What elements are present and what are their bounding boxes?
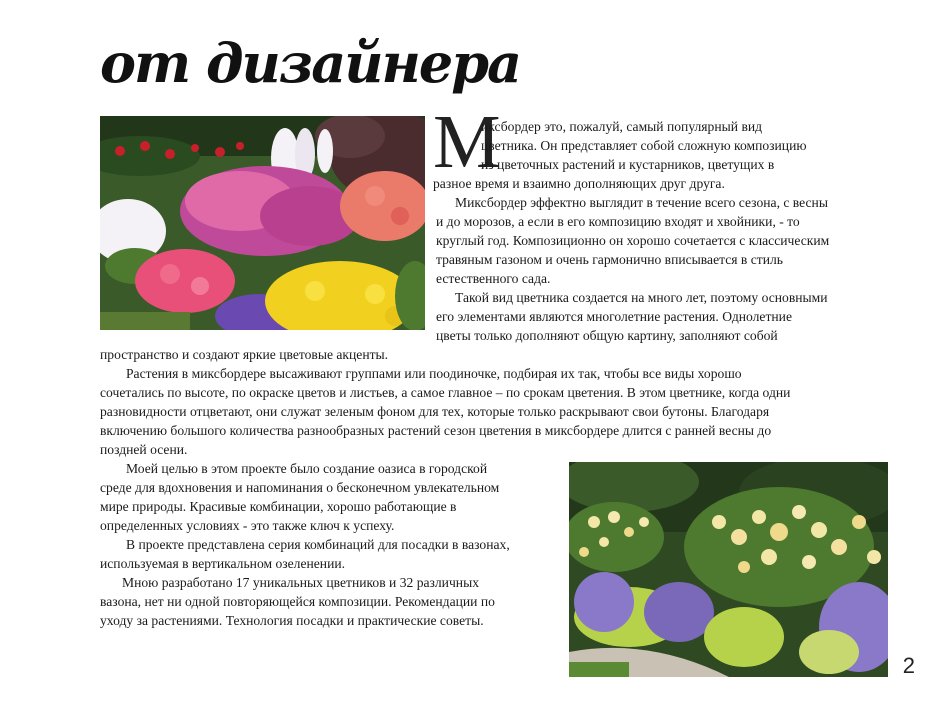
text-line: цветника. Он представляет собой сложную композицию bbox=[481, 138, 807, 153]
text-line: сочетались по высоте, по окраске цветов и листьев, а самое главное – по срокам цветения. В этом цветнике, когда одни bbox=[100, 385, 791, 400]
text-line: Растения в миксбордере высаживают группами или поодиночке, подбирая их так, чтобы все виды хорошо bbox=[126, 366, 742, 381]
text-line: травяным газоном и очень гармонично вписывается в стиль bbox=[436, 252, 783, 267]
text-line: иксбордер это, пожалуй, самый популярный вид bbox=[481, 119, 763, 134]
text-line: используемая в вертикальном озеленении. bbox=[100, 556, 346, 571]
text-line: В проекте представлена серия комбинаций для посадки в вазонах, bbox=[126, 537, 510, 552]
text-line: среде для вдохновения и напоминания о бесконечном увлекательном bbox=[100, 480, 500, 495]
text-line: определенных условиях - это также ключ к успеху. bbox=[100, 518, 395, 533]
text-line: цветы только дополняют общую картину, заполняют собой bbox=[436, 328, 778, 343]
text-line: поздней осени. bbox=[100, 442, 188, 457]
text-line: естественного сада. bbox=[436, 271, 551, 286]
drop-cap: М bbox=[433, 100, 501, 184]
text-line: разновидности отцветают, они служат зеленым фоном для тех, которые только раскрывают свои бутоны. Благодаря bbox=[100, 404, 770, 419]
flower-border-photo bbox=[100, 116, 425, 330]
text-line: его элементами являются многолетние растения. Однолетние bbox=[436, 309, 792, 324]
text-line: Мною разработано 17 уникальных цветников и 32 различных bbox=[122, 575, 479, 590]
text-line: из цветочных растений и кустарников, цветущих в bbox=[481, 157, 775, 172]
text-line: и до морозов, а если в его композицию входят и хвойники, - то bbox=[436, 214, 800, 229]
text-line: включению большого количества разнообразных растений сезон цветения в миксбордере длится с ранней весны до bbox=[100, 423, 772, 438]
text-line: мире природы. Красивые комбинации, хорошо работающие в bbox=[100, 499, 457, 514]
page-number: 2 bbox=[902, 653, 915, 678]
text-line: Такой вид цветника создается на много лет, поэтому основными bbox=[455, 290, 828, 305]
text-line: круглый год. Композиционно он хорошо сочетается с классическим bbox=[436, 233, 830, 248]
text-line: Миксбордер эффектно выглядит в течение всего сезона, с весны bbox=[455, 195, 828, 210]
text-line: Моей целью в этом проекте было создание оазиса в городской bbox=[126, 461, 488, 476]
page-title: от дизайнера bbox=[100, 31, 520, 95]
text-line: уходу за растениями. Технология посадки и практические советы. bbox=[100, 613, 484, 628]
text-line: пространство и создают яркие цветовые акценты. bbox=[100, 347, 389, 362]
rose-garden-photo bbox=[569, 462, 888, 677]
text-line: разное время и взаимно дополняющих друг друга. bbox=[433, 176, 725, 191]
text-line: вазона, нет ни одной повторяющейся композиции. Рекомендации по bbox=[100, 594, 495, 609]
